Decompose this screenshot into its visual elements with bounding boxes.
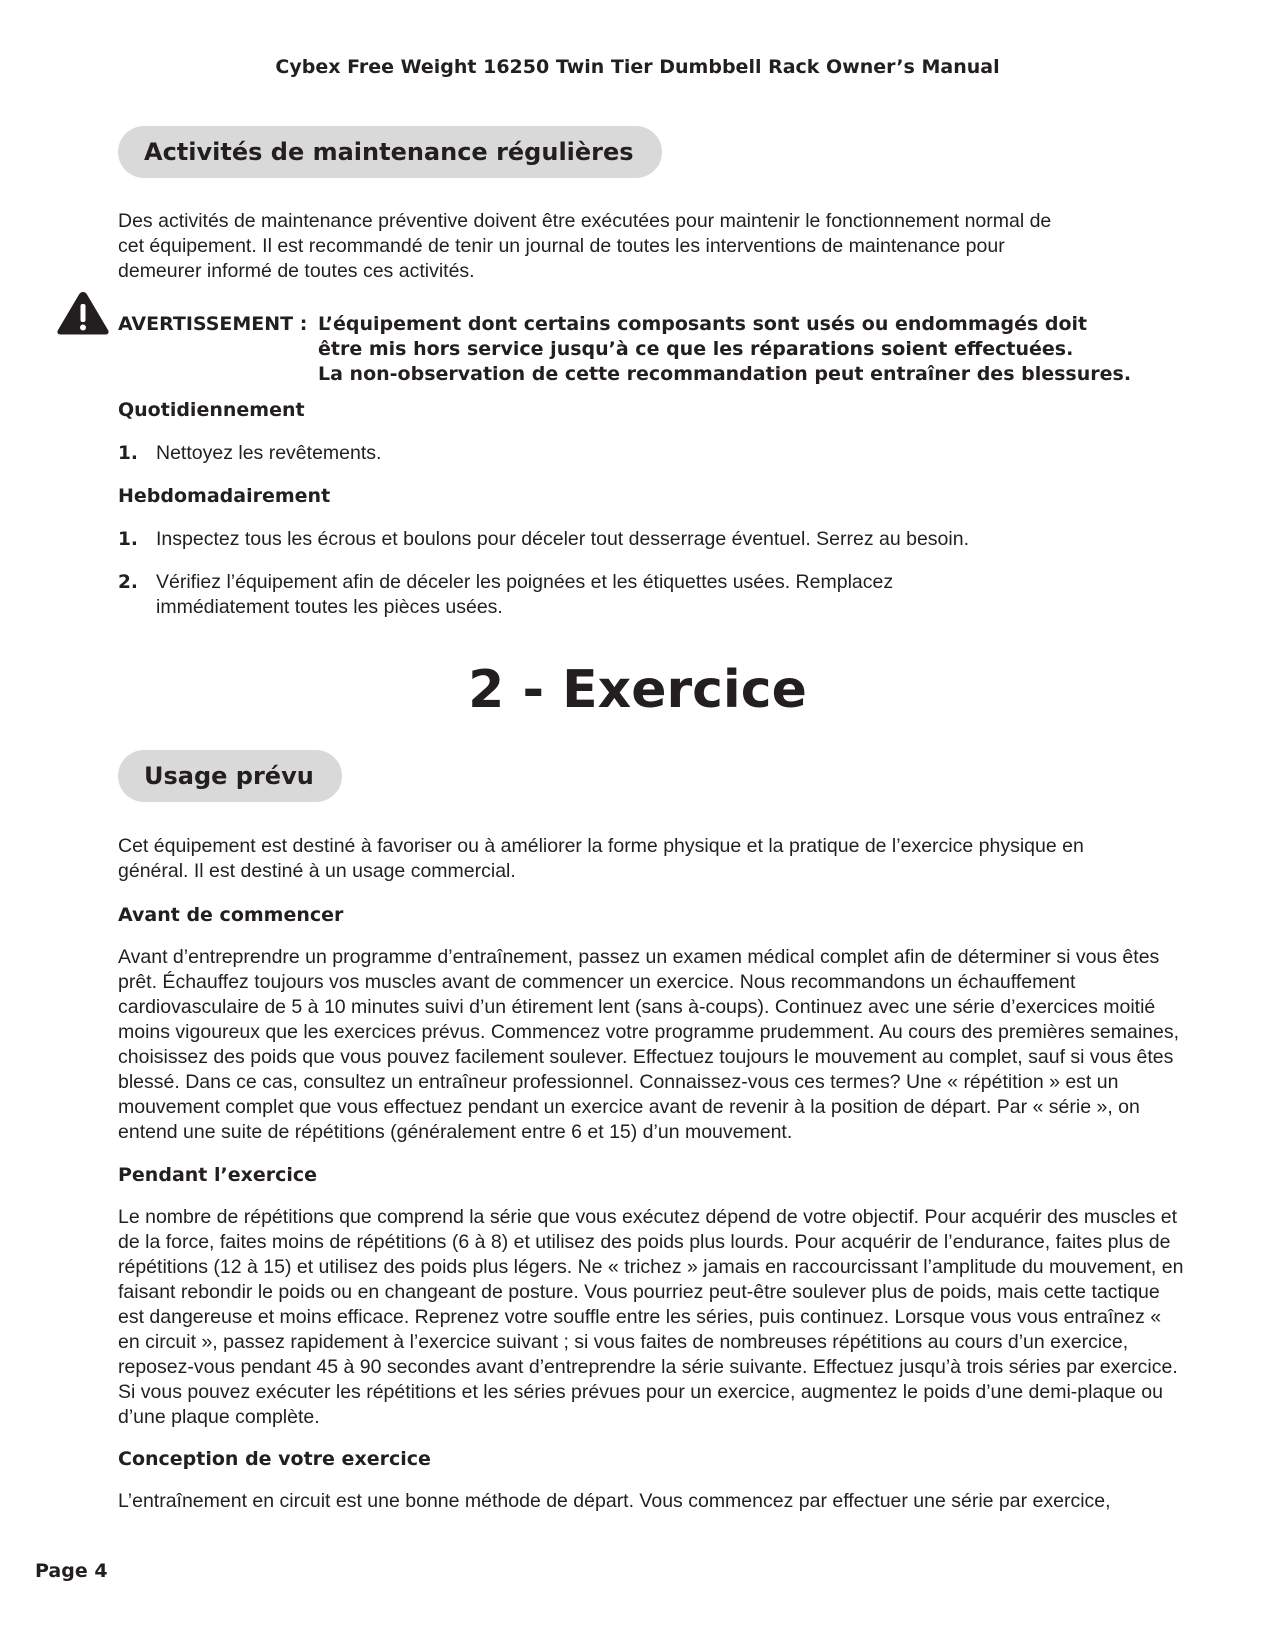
- weekly-item-2-text: Vérifiez l’équipement afin de déceler les poignées et les étiquettes usées. Remplacez immédiatement toutes les pièces usées.: [156, 571, 894, 618]
- weekly-item-1-text: Inspectez tous les écrous et boulons pour déceler tout desserrage éventuel. Serrez au besoin.: [156, 528, 969, 550]
- before-text: Avant d’entreprendre un programme d’entraînement, passez un examen médical complet afin de déterminer si vous êtes prêt. Échauffez toujours vos muscles avant de commencer un exercice. Nous recommandons un échauffement cardiovasculaire de 5 à 10 minutes suivi d’un étirement lent (sans à-coups). Continuez avec une série d’exercices moitié moins vigoureux que les exercices prévus. Commencez votre programme prudemment. Au cours des premières semaines, choisissez des poids que vous pouvez facilement soulever. Effectuez toujours le mouvement au complet, sauf si vous êtes blessé. Dans ce cas, consultez un entraîneur professionnel. Connaissez-vous ces termes? Une « répétition » est un mouvement complet que vous effectuez pendant un exercice avant de revenir à la position de départ. Par « série », on entend une suite de répétitions (généralement entre 6 et 15) d’un mouvement.: [118, 946, 1180, 1143]
- maintenance-intro: Des activités de maintenance préventive doivent être exécutées pour maintenir le fonctionnement normal de cet équipement. Il est recommandé de tenir un journal de toutes les interventions de maintenance pour demeurer informé de toutes ces activités.: [118, 210, 1052, 282]
- warning-label: AVERTISSEMENT :: [118, 313, 308, 335]
- warning-line-1: L’équipement dont certains composants sont usés ou endommagés doit: [318, 313, 1088, 335]
- weekly-item-1-number: 1.: [118, 529, 138, 550]
- during-heading: Pendant l’exercice: [118, 1164, 318, 1186]
- section-heading-usage: Usage prévu: [118, 750, 342, 802]
- design-heading: Conception de votre exercice: [118, 1448, 431, 1470]
- chapter-title: 2 - Exercice: [468, 660, 807, 720]
- during-text: Le nombre de répétitions que comprend la série que vous exécutez dépend de votre objectif. Pour acquérir des muscles et de la force, faites moins de répétitions (6 à 8) et utilisez des poids plus lourds. Pour acquérir de l’endurance, faites plus de répétitions (12 à 15) et utilisez des poids plus légers. Ne « trichez » jamais en raccourcissant l’amplitude du mouvement, en faisant rebondir le poids ou en changeant de posture. Vous pourriez peut-être soulever plus de poids, mais cette tactique est dangereuse et moins efficace. Reprenez votre souffle entre les séries, puis continuez. Lorsque vous vous entraînez « en circuit », passez rapidement à l’exercice suivant ; si vous faites de nombreuses répétitions au cours d’un exercice, reposez-vous pendant 45 à 90 secondes avant d’entreprendre la série suivante. Effectuez jusqu’à trois séries par exercice. Si vous pouvez exécuter les répétitions et les séries prévues pour un exercice, augmentez le poids d’une demi-plaque ou d’une plaque complète.: [118, 1206, 1184, 1428]
- daily-item-number: 1.: [118, 443, 138, 464]
- weekly-heading: Hebdomadairement: [118, 485, 331, 507]
- warning-line-3: La non-observation de cette recommandation peut entraîner des blessures.: [318, 363, 1132, 385]
- warning-line-2: être mis hors service jusqu’à ce que les réparations soient effectuées.: [318, 338, 1074, 360]
- usage-intro: Cet équipement est destiné à favoriser ou à améliorer la forme physique et la pratique de l’exercice physique en général. Il est destiné à un usage commercial.: [118, 835, 1084, 882]
- section-heading-maintenance: Activités de maintenance régulières: [118, 126, 662, 178]
- before-heading: Avant de commencer: [118, 904, 344, 926]
- page-header-title: Cybex Free Weight 16250 Twin Tier Dumbbell Rack Owner’s Manual: [275, 56, 1000, 78]
- daily-item-text: Nettoyez les revêtements.: [156, 442, 382, 464]
- warning-triangle-icon: [56, 290, 110, 336]
- weekly-item-2-number: 2.: [118, 572, 138, 593]
- warning-message: [318, 312, 1131, 387]
- page-number: Page 4: [35, 1560, 108, 1582]
- daily-heading: Quotidiennement: [118, 399, 305, 421]
- design-text: L’entraînement en circuit est une bonne méthode de départ. Vous commencez par effectuer une série par exercice,: [118, 1490, 1111, 1512]
